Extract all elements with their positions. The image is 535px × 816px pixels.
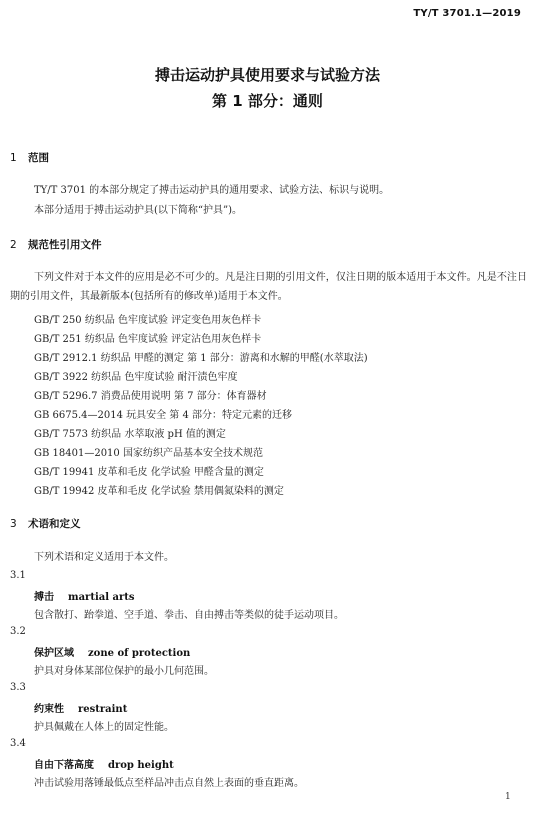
page-number: 1 <box>505 792 511 802</box>
section-number: 1 <box>10 152 17 164</box>
section-title: 范围 <box>28 152 49 164</box>
term-chinese: 自由下落高度 <box>34 760 94 771</box>
reference-item: GB/T 2912.1 纺织品 甲醛的测定 第 1 部分：游离和水解的甲醛(水萃取法) <box>34 353 368 364</box>
term-definition: 包含散打、跆拳道、空手道、拳击、自由搏击等类似的徒手运动项目。 <box>34 610 344 621</box>
section-number: 2 <box>10 239 17 251</box>
term-number: 3.2 <box>10 626 26 637</box>
reference-item: GB/T 5296.7 消费品使用说明 第 7 部分：体育器材 <box>34 391 267 402</box>
term-english: drop height <box>108 760 174 771</box>
document-subtitle: 第 1 部分：通则 <box>212 92 323 110</box>
term-chinese: 保护区域 <box>34 648 74 659</box>
reference-item: GB 18401—2010 国家纺织产品基本安全技术规范 <box>34 448 263 459</box>
term-chinese: 约束性 <box>34 704 64 715</box>
term-entry <box>34 700 127 715</box>
document-title: 搏击运动护具使用要求与试验方法 <box>154 66 380 84</box>
section-1-heading <box>10 150 49 165</box>
section-title: 术语和定义 <box>28 518 81 530</box>
section-title: 规范性引用文件 <box>28 239 102 251</box>
term-number: 3.4 <box>10 738 26 749</box>
reference-item: GB/T 7573 纺织品 水萃取液 pH 值的测定 <box>34 429 226 440</box>
reference-item: GB/T 19942 皮革和毛皮 化学试验 禁用偶氮染料的测定 <box>34 486 284 497</box>
term-english: restraint <box>78 704 128 715</box>
section-2-heading <box>10 237 102 252</box>
reference-item: GB/T 3922 纺织品 色牢度试验 耐汗渍色牢度 <box>34 372 238 383</box>
term-english: zone of protection <box>88 648 191 659</box>
term-definition: 护具佩戴在人体上的固定性能。 <box>34 722 174 733</box>
section-3-heading <box>10 516 81 531</box>
standard-code: TY/T 3701.1—2019 <box>413 8 521 19</box>
reference-item: GB 6675.4—2014 玩具安全 第 4 部分：特定元素的迁移 <box>34 410 293 421</box>
reference-item: GB/T 250 纺织品 色牢度试验 评定变色用灰色样卡 <box>34 315 262 326</box>
term-entry <box>34 644 190 659</box>
term-entry <box>34 588 135 603</box>
term-definition: 护具对身体某部位保护的最小几何范围。 <box>34 666 214 677</box>
section-number: 3 <box>10 518 17 530</box>
term-entry <box>34 756 174 771</box>
normative-references-intro: 下列文件对于本文件的应用是必不可少的。凡是注日期的引用文件，仅注日期的版本适用于本文件。凡是不注日期的引用文件，其最新版本(包括所有的修改单)适用于本文件。 <box>10 272 527 302</box>
term-definition: 冲击试验用落锤最低点至样品冲击点自然上表面的垂直距离。 <box>34 778 304 789</box>
term-number: 3.1 <box>10 570 26 581</box>
scope-paragraph-2: 本部分适用于搏击运动护具(以下简称“护具”)。 <box>34 205 243 216</box>
term-english: martial arts <box>68 592 135 603</box>
scope-paragraph-1: TY/T 3701 的本部分规定了搏击运动护具的通用要求、试验方法、标识与说明。 <box>34 185 390 196</box>
terms-intro: 下列术语和定义适用于本文件。 <box>34 552 174 563</box>
term-chinese: 搏击 <box>34 592 54 603</box>
reference-item: GB/T 251 纺织品 色牢度试验 评定沾色用灰色样卡 <box>34 334 262 345</box>
reference-item: GB/T 19941 皮革和毛皮 化学试验 甲醛含量的测定 <box>34 467 264 478</box>
term-number: 3.3 <box>10 682 26 693</box>
